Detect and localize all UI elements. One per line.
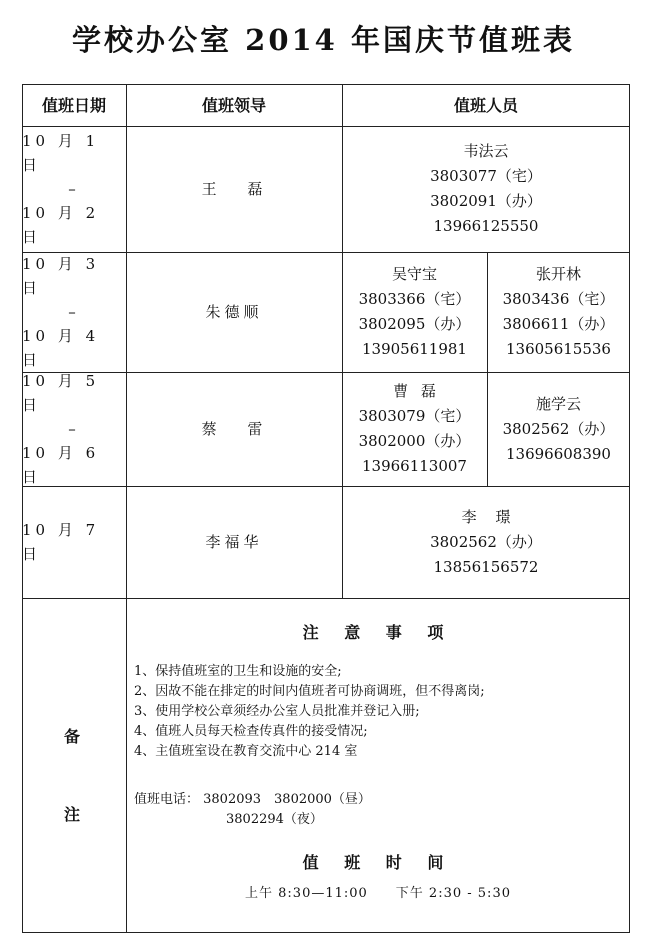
notice-item: 3、使用学校公章须经办公室人员批准并登记入册; <box>134 704 420 719</box>
notice-item: 4、值班人员每天检查传真件的接受情况; <box>134 724 368 739</box>
row-2-date <box>22 252 126 372</box>
staff-entry <box>503 262 615 362</box>
staff-entry <box>359 379 471 479</box>
staff-mobile: 13966125550 <box>433 217 539 235</box>
staff-phone: 3803366（宅） <box>358 290 471 308</box>
date-dash: – <box>68 420 80 438</box>
duty-phone-line1: 值班电话： 3802093 3802000（昼） <box>134 792 371 807</box>
staff-name: 吴守宝 <box>391 265 437 283</box>
date-end: 10 月 6 日 <box>22 444 100 486</box>
staff-phone: 3802562（办） <box>430 532 542 551</box>
row-1-leader: 王 磊 <box>201 179 267 198</box>
staff-phone: 3802562（办） <box>502 419 615 438</box>
header-leader: 值班领导 <box>201 95 266 115</box>
row-2-staff-b <box>487 252 630 372</box>
duty-phone-line2: 3802294（夜） <box>226 812 323 827</box>
date-dash: – <box>68 303 80 321</box>
date-end: 10 月 2 日 <box>22 204 100 246</box>
row-3-leader: 蔡 雷 <box>201 419 267 438</box>
staff-name: 张开林 <box>535 265 581 283</box>
staff-entry <box>430 139 542 239</box>
header-date: 值班日期 <box>41 95 106 115</box>
staff-mobile: 13966113007 <box>362 457 467 475</box>
row-1-staff <box>342 126 630 252</box>
row-3-staff-a <box>342 372 487 486</box>
date-start: 10 月 1 日 <box>22 132 100 174</box>
staff-entry <box>503 392 615 467</box>
row-3-staff-b <box>487 372 630 486</box>
staff-phone: 3803436（宅） <box>502 290 615 308</box>
header-staff: 值班人员 <box>453 95 518 115</box>
remarks-label-top: 备 <box>64 727 81 746</box>
duty-time-title: 值 班 时 间 <box>302 853 454 872</box>
row-2-staff-a <box>342 252 487 372</box>
row-4-staff <box>342 486 630 598</box>
page-title: 学校办公室 2014 年国庆节值班表 <box>72 23 575 57</box>
date-start: 10 月 7 日 <box>22 521 100 563</box>
duty-time-line: 上午 8:30—11:00 下午 2:30 - 5:30 <box>245 886 511 901</box>
staff-phone: 3803079（宅） <box>358 407 471 425</box>
date-start: 10 月 5 日 <box>22 372 100 414</box>
staff-phone: 3802000（办） <box>358 432 471 450</box>
staff-name: 李 璟 <box>461 507 511 526</box>
staff-name: 韦法云 <box>463 142 509 160</box>
staff-mobile: 13605615536 <box>506 340 611 358</box>
notice-item: 2、因故不能在排定的时间内值班者可协商调班，但不得离岗; <box>134 684 485 699</box>
notice-item: 4、主值班室设在教育交流中心 214 室 <box>134 744 358 759</box>
date-dash: – <box>68 180 80 198</box>
date-end: 10 月 4 日 <box>22 327 100 369</box>
staff-entry <box>359 262 471 362</box>
row-divider <box>22 598 630 599</box>
staff-mobile: 13696608390 <box>506 444 611 463</box>
staff-mobile: 13856156572 <box>433 557 539 576</box>
notice-list <box>134 662 624 762</box>
notice-title: 注 意 事 项 <box>302 623 454 642</box>
row-1-date <box>22 126 126 252</box>
staff-name: 曹 磊 <box>393 382 436 400</box>
row-2-leader: 朱德顺 <box>205 302 263 321</box>
staff-phone: 3806611（办） <box>502 315 615 333</box>
notice-item: 1、保持值班室的卫生和设施的安全; <box>134 664 342 679</box>
remarks-label-bottom: 注 <box>64 805 81 824</box>
staff-phone: 3802091（办） <box>430 192 542 210</box>
row-3-date <box>22 372 126 486</box>
row-4-leader: 李福华 <box>205 532 263 551</box>
row-4-date <box>22 486 126 598</box>
staff-name: 施学云 <box>535 394 581 413</box>
staff-mobile: 13905611981 <box>362 340 467 358</box>
staff-phone: 3803077（宅） <box>430 167 542 185</box>
staff-entry <box>430 505 542 580</box>
date-start: 10 月 3 日 <box>22 255 100 297</box>
staff-phone: 3802095（办） <box>358 315 471 333</box>
